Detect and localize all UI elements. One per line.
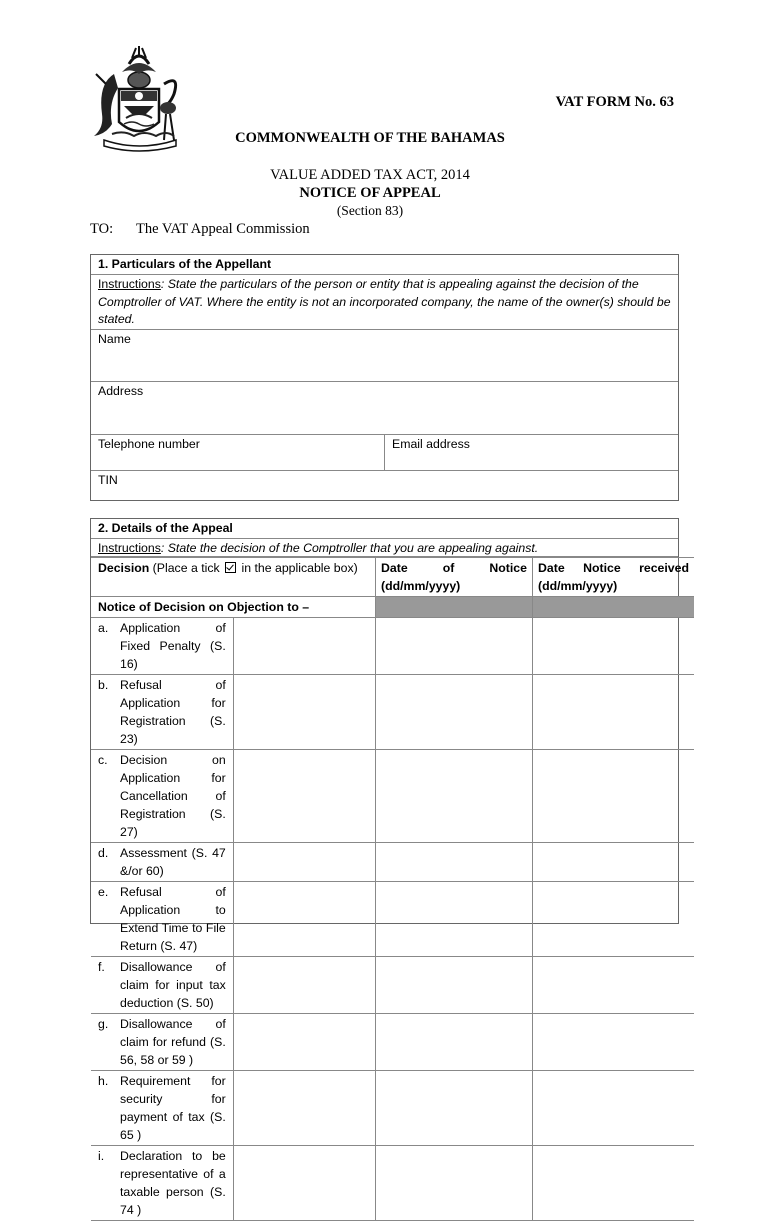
decision-instruction-post: in the applicable box) [238,561,358,575]
item-letter: d. [98,846,109,860]
tick-box[interactable] [233,750,375,843]
decision-item [91,750,233,843]
date-of-notice-cell[interactable] [376,882,533,957]
date-received-header: Date Notice received (dd/mm/yyyy) [533,558,695,597]
decision-item [91,675,233,750]
item-text: Disallowance of claim for input tax deduction (S. 50) [120,960,226,1010]
item-letter: a. [98,621,109,635]
table-header-row [91,558,694,597]
section2-heading: 2. Details of the Appeal [91,519,678,539]
item-letter: f. [98,960,105,974]
item-text: Application of Fixed Penalty (S. 16) [120,621,226,671]
date-received-cell[interactable] [533,957,695,1014]
date-received-cell[interactable] [533,1071,695,1146]
address-label: Address [98,384,144,398]
appeal-decision-table [91,557,689,1221]
item-letter: c. [98,753,108,767]
appellant-particulars-section [90,254,679,501]
item-text: Declaration to be representative of a taxable person (S. 74 ) [120,1149,226,1217]
date-of-notice-header: Date of Notice (dd/mm/yyyy) [376,558,533,597]
country-heading: COMMONWEALTH OF THE BAHAMAS [235,130,505,146]
checkbox-tick-icon [225,562,236,573]
instructions-text: : State the decision of the Comptroller that you are appealing against. [160,541,539,555]
date-received-cell[interactable] [533,1146,695,1221]
section-reference: (Section 83) [336,203,404,218]
tick-box[interactable] [233,1014,375,1071]
date-received-cell[interactable] [533,843,695,882]
shaded-cell [376,597,533,618]
table-row [91,1071,694,1146]
decision-item [91,843,233,882]
to-label: TO: [90,221,114,237]
tick-box[interactable] [233,1071,375,1146]
instructions-label: Instructions [98,541,161,555]
tick-box[interactable] [233,1146,375,1221]
decision-item [91,1071,233,1146]
email-label: Email address [392,437,470,451]
tick-box[interactable] [233,843,375,882]
decision-header [91,558,376,597]
instructions-text: : State the particulars of the person or entity that is appealing against the decision of the Comptroller of VAT. Where the entity is not an incorporated company, the name of the owner(s) should be stated. [98,277,671,326]
date-received-cell[interactable] [533,750,695,843]
decision-item [91,957,233,1014]
tick-box[interactable] [233,957,375,1014]
form-title: NOTICE OF APPEAL [299,185,441,201]
tick-box[interactable] [233,675,375,750]
table-row [91,882,694,957]
name-label: Name [98,332,131,346]
appeal-details-section [90,518,689,1217]
item-letter: e. [98,885,109,899]
decision-item [91,882,233,957]
date-of-notice-cell[interactable] [376,1014,533,1071]
tin-field[interactable] [91,471,678,502]
date-of-notice-cell[interactable] [376,1071,533,1146]
contact-row [91,435,678,471]
item-text: Disallowance of claim for refund (S. 56, 58 or 59 ) [120,1017,226,1067]
date-of-notice-cell[interactable] [376,957,533,1014]
name-field[interactable] [91,330,678,382]
telephone-label: Telephone number [98,437,200,451]
decision-instruction-pre: (Place a tick [149,561,224,575]
section2-instructions [91,539,678,557]
date-of-notice-cell[interactable] [376,618,533,675]
form-number: VAT FORM No. 63 [555,94,674,110]
item-text: Refusal of Application for Registration (S. 23) [120,678,226,746]
item-text: Requirement for security for payment of tax (S. 65 ) [120,1074,226,1142]
recipient-name: The VAT Appeal Commission [136,221,310,237]
date-of-notice-cell[interactable] [376,750,533,843]
table-row [91,957,694,1014]
section1-heading: 1. Particulars of the Appellant [91,255,678,275]
address-field[interactable] [91,382,678,435]
item-text: Decision on Application for Cancellation of Registration (S. 27) [120,753,226,839]
date-of-notice-cell[interactable] [376,843,533,882]
table-row [91,1014,694,1071]
section1-instructions [91,275,678,330]
table-row [91,843,694,882]
tin-label: TIN [98,473,118,487]
item-text: Refusal of Application to Extend Time to File Return (S. 47) [120,885,226,953]
decision-item [91,1014,233,1071]
date-of-notice-cell[interactable] [376,675,533,750]
date-received-cell[interactable] [533,618,695,675]
item-letter: i. [98,1149,105,1163]
table-row [91,675,694,750]
item-letter: h. [98,1074,109,1088]
notice-heading-row [91,597,694,618]
date-received-cell[interactable] [533,675,695,750]
email-field[interactable] [385,435,477,470]
item-text: Assessment (S. 47 &/or 60) [120,846,226,878]
date-received-cell[interactable] [533,1014,695,1071]
table-row [91,1146,694,1221]
decision-item [91,1146,233,1221]
decision-item [91,618,233,675]
telephone-field[interactable] [91,435,385,470]
date-of-notice-cell[interactable] [376,1146,533,1221]
shaded-cell [533,597,695,618]
table-row [91,618,694,675]
tick-box[interactable] [233,618,375,675]
date-received-cell[interactable] [533,882,695,957]
notice-heading: Notice of Decision on Objection to – [91,597,376,618]
decision-label: Decision [98,561,150,575]
item-letter: g. [98,1017,109,1031]
table-row [91,750,694,843]
instructions-label: Instructions [98,277,161,291]
act-title: VALUE ADDED TAX ACT, 2014 [270,167,470,183]
item-letter: b. [98,678,109,692]
tick-box[interactable] [233,882,375,957]
